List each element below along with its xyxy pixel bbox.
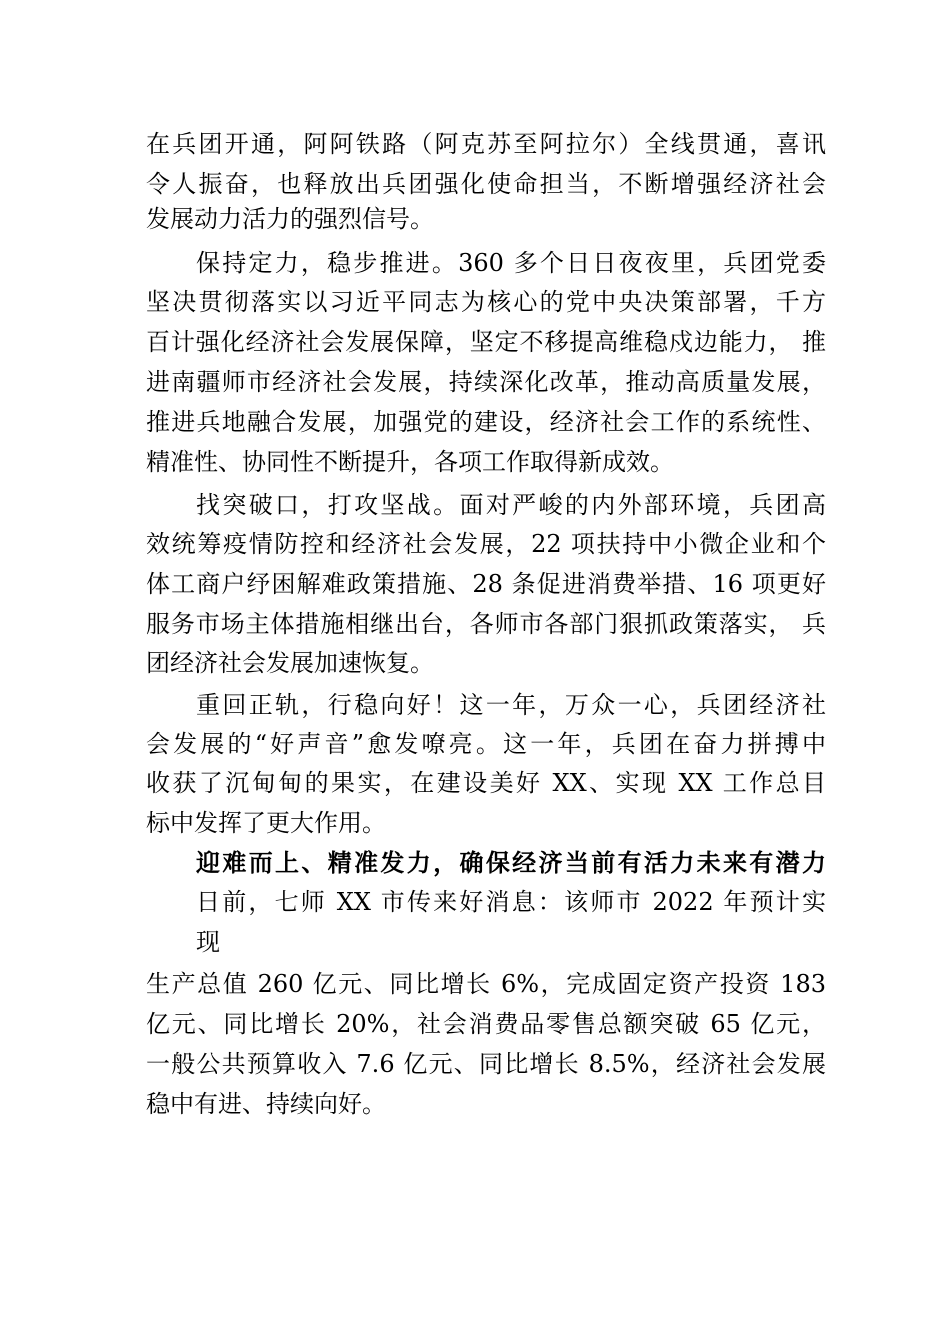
- text-line: 发展动力活力的强烈信号。: [146, 205, 434, 233]
- text-line: 坚决贯彻落实以习近平同志为核心的党中央决策部署，千方: [146, 288, 826, 316]
- text-line: 现: [196, 928, 220, 956]
- text-line: 在兵团开通，阿阿铁路（阿克苏至阿拉尔）全线贯通，喜讯: [146, 130, 826, 158]
- text-line: 一般公共预算收入 7.6 亿元、同比增长 8.5%，经济社会发展: [146, 1050, 826, 1078]
- text-line: 会发展的“好声音”愈发嘹亮。这一年，兵团在奋力拼搏中: [146, 730, 826, 758]
- text-line: 亿元、同比增长 20%，社会消费品零售总额突破 65 亿元，: [146, 1010, 826, 1038]
- text-line: 团经济社会发展加速恢复。: [146, 649, 434, 677]
- text-line: 推进兵地融合发展，加强党的建设，经济社会工作的系统性、: [146, 408, 826, 436]
- text-line: 精准性、协同性不断提升，各项工作取得新成效。: [146, 448, 674, 476]
- text-line: 进南疆师市经济社会发展，持续深化改革，推动高质量发展，: [146, 368, 826, 396]
- text-line: 重回正轨，行稳向好！这一年，万众一心，兵团经济社: [196, 691, 826, 719]
- text-line: 服务市场主体措施相继出台，各师市各部门狠抓政策落实， 兵: [146, 610, 826, 638]
- text-line: 令人振奋，也释放出兵团强化使命担当，不断增强经济社会: [146, 170, 826, 198]
- text-line: 生产总值 260 亿元、同比增长 6%，完成固定资产投资 183: [146, 970, 826, 998]
- text-line: 保持定力，稳步推进。360 多个日日夜夜里，兵团党委: [196, 249, 826, 277]
- text-line: 找突破口，打攻坚战。面对严峻的内外部环境，兵团高: [196, 491, 826, 519]
- text-line: 效统筹疫情防控和经济社会发展，22 项扶持中小微企业和个: [146, 530, 826, 558]
- text-line: 稳中有进、持续向好。: [146, 1090, 386, 1118]
- section-heading: 迎难而上、精准发力，确保经济当前有活力未来有潜力: [196, 848, 826, 877]
- text-line: 收获了沉甸甸的果实，在建设美好 XX、实现 XX 工作总目: [146, 769, 826, 797]
- text-line: 体工商户纾困解难政策措施、28 条促进消费举措、16 项更好: [146, 570, 826, 598]
- text-line: 日前，七师 XX 市传来好消息：该师市 2022 年预计实: [196, 888, 826, 916]
- text-line: 标中发挥了更大作用。: [146, 809, 386, 837]
- text-line: 百计强化经济社会发展保障，坚定不移提高维稳戍边能力， 推: [146, 328, 826, 356]
